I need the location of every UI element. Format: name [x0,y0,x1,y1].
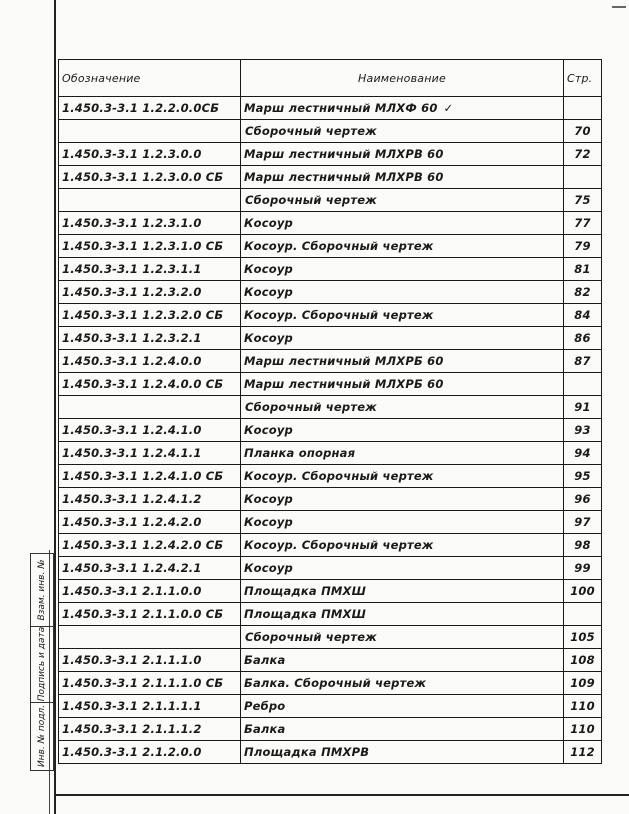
stamp-label-replacement: Взам. инв. № [37,559,47,621]
side-stamp [30,553,54,771]
row-page: 70 [564,120,602,143]
row-name-text: Косоур. Сборочный чертеж [244,469,434,483]
row-name-text: Косоур [244,285,293,299]
table-row [59,97,602,120]
stamp-cell-replacement [31,554,53,627]
row-page: 87 [564,350,602,373]
row-page: 82 [564,281,602,304]
table-row [59,258,602,281]
row-page: 96 [564,488,602,511]
table-row [59,442,602,465]
row-name [241,350,564,373]
row-designation: 1.450.3-3.1 1.2.4.2.1 [59,557,241,580]
table-row [59,511,602,534]
row-name-text: Косоур [244,492,293,506]
row-name-text: Косоур. Сборочный чертеж [244,538,434,552]
table-row [59,488,602,511]
stamp-cell-inventory [31,702,53,769]
row-name-text: Марш лестничный МЛХРБ 60 [244,354,444,368]
table-row [59,143,602,166]
row-page: 72 [564,143,602,166]
row-designation: 1.450.3-3.1 2.1.2.0.0 [59,741,241,764]
row-name [241,97,564,120]
row-name-text: Косоур [244,216,293,230]
row-designation: 1.450.3-3.1 2.1.1.1.2 [59,718,241,741]
row-page: 98 [564,534,602,557]
row-name [241,166,564,189]
row-name [241,649,564,672]
row-designation: 1.450.3-3.1 1.2.4.1.0 СБ [59,465,241,488]
row-name-text: Площадка ПМХШ [244,607,367,621]
table-row [59,304,602,327]
row-name [241,603,564,626]
row-name-text: Балка. Сборочный чертеж [244,676,427,690]
row-designation: 1.450.3-3.1 1.2.4.0.0 [59,350,241,373]
row-page [564,166,602,189]
row-designation: 1.450.3-3.1 2.1.1.1.0 СБ [59,672,241,695]
frame-left-border [54,0,56,814]
row-name [241,120,564,143]
table-row [59,603,602,626]
table-row [59,718,602,741]
table-row [59,373,602,396]
table-row [59,534,602,557]
row-name-text: Сборочный чертеж [245,124,377,138]
row-designation: 1.450.3-3.1 1.2.4.1.0 [59,419,241,442]
row-page [564,373,602,396]
table-header-row [59,60,602,97]
stamp-label-signature: Подпись и дата [37,626,47,702]
row-designation [59,626,241,649]
row-designation: 1.450.3-3.1 1.2.3.1.0 СБ [59,235,241,258]
row-name-text: Марш лестничный МЛХРВ 60 [244,170,444,184]
row-name-text: Балка [244,722,286,736]
row-name [241,419,564,442]
row-name-text: Марш лестничный МЛХРВ 60 [244,147,444,161]
row-page: 109 [564,672,602,695]
row-page: 110 [564,718,602,741]
row-designation [59,189,241,212]
table-row [59,396,602,419]
row-page: 86 [564,327,602,350]
table-row [59,350,602,373]
table-row [59,189,602,212]
row-designation: 1.450.3-3.1 1.2.3.0.0 СБ [59,166,241,189]
row-designation: 1.450.3-3.1 1.2.4.2.0 [59,511,241,534]
row-page: 84 [564,304,602,327]
row-page: 91 [564,396,602,419]
row-name [241,235,564,258]
row-designation: 1.450.3-3.1 1.2.3.2.0 [59,281,241,304]
row-name-text: Ребро [244,699,286,713]
row-name [241,741,564,764]
row-page [564,97,602,120]
row-designation: 1.450.3-3.1 1.2.3.0.0 [59,143,241,166]
row-page: 108 [564,649,602,672]
row-designation: 1.450.3-3.1 1.2.4.2.0 СБ [59,534,241,557]
row-name-text: Косоур [244,561,293,575]
row-page: 105 [564,626,602,649]
row-designation: 1.450.3-3.1 2.1.1.0.0 СБ [59,603,241,626]
row-designation: 1.450.3-3.1 2.1.1.1.1 [59,695,241,718]
table-row [59,580,602,603]
check-icon: ✓ [443,101,454,115]
row-designation: 1.450.3-3.1 1.2.3.1.1 [59,258,241,281]
row-page: 94 [564,442,602,465]
row-name [241,534,564,557]
row-name [241,373,564,396]
row-name-text: Планка опорная [244,446,356,460]
row-name [241,143,564,166]
header-page: Стр. [564,60,602,97]
row-name-text: Марш лестничный МЛХРБ 60 [244,377,444,391]
row-name-text: Сборочный чертеж [245,630,377,644]
table-row [59,695,602,718]
table-row [59,672,602,695]
row-page: 77 [564,212,602,235]
row-designation: 1.450.3-3.1 1.2.4.1.1 [59,442,241,465]
row-name [241,695,564,718]
row-name [241,465,564,488]
header-name: Наименование [241,60,564,97]
row-designation: 1.450.3-3.1 2.1.1.1.0 [59,649,241,672]
row-name-text: Сборочный чертеж [245,193,377,207]
row-name [241,488,564,511]
row-page: 97 [564,511,602,534]
row-page: 100 [564,580,602,603]
row-name [241,212,564,235]
row-name [241,327,564,350]
table-row [59,626,602,649]
row-designation: 1.450.3-3.1 1.2.3.2.1 [59,327,241,350]
row-page: 81 [564,258,602,281]
table-row [59,212,602,235]
row-designation: 1.450.3-3.1 1.2.3.2.0 СБ [59,304,241,327]
table-row [59,465,602,488]
row-designation: 1.450.3-3.1 1.2.2.0.0СБ [59,97,241,120]
row-name-text: Косоур. Сборочный чертеж [244,308,434,322]
row-name [241,557,564,580]
row-name [241,442,564,465]
row-page: 79 [564,235,602,258]
row-designation: 1.450.3-3.1 1.2.4.0.0 СБ [59,373,241,396]
row-name [241,626,564,649]
row-designation: 1.450.3-3.1 1.2.4.1.2 [59,488,241,511]
table-row [59,557,602,580]
row-page: 75 [564,189,602,212]
row-page: 93 [564,419,602,442]
row-name-text: Марш лестничный МЛХФ 60 [244,101,438,115]
row-name [241,258,564,281]
table-row [59,235,602,258]
row-name-text: Площадка ПМХРВ [244,745,370,759]
row-name [241,580,564,603]
corner-mark [612,6,626,8]
row-name [241,304,564,327]
row-designation: 1.450.3-3.1 1.2.3.1.0 [59,212,241,235]
row-name-text: Косоур [244,423,293,437]
frame-bottom-border [54,794,629,796]
row-name [241,672,564,695]
row-name [241,511,564,534]
table-row [59,649,602,672]
row-designation [59,396,241,419]
table-row [59,741,602,764]
table-row [59,327,602,350]
row-page: 112 [564,741,602,764]
row-name-text: Косоур [244,262,293,276]
row-page: 110 [564,695,602,718]
row-name [241,718,564,741]
row-page: 95 [564,465,602,488]
row-name [241,281,564,304]
table-row [59,166,602,189]
row-name-text: Площадка ПМХШ [244,584,367,598]
table-row [59,419,602,442]
row-designation: 1.450.3-3.1 2.1.1.0.0 [59,580,241,603]
table-row [59,120,602,143]
row-name-text: Косоур [244,331,293,345]
stamp-label-inventory: Инв. № подл. [37,704,47,767]
row-name-text: Косоур. Сборочный чертеж [244,239,434,253]
header-designation: Обозначение [59,60,241,97]
contents-table [58,59,602,764]
row-page: 99 [564,557,602,580]
row-designation [59,120,241,143]
stamp-cell-signature [31,626,53,703]
row-name-text: Сборочный чертеж [245,400,377,414]
row-name-text: Косоур [244,515,293,529]
table-row [59,281,602,304]
row-name [241,189,564,212]
row-name [241,396,564,419]
row-name-text: Балка [244,653,286,667]
row-page [564,603,602,626]
